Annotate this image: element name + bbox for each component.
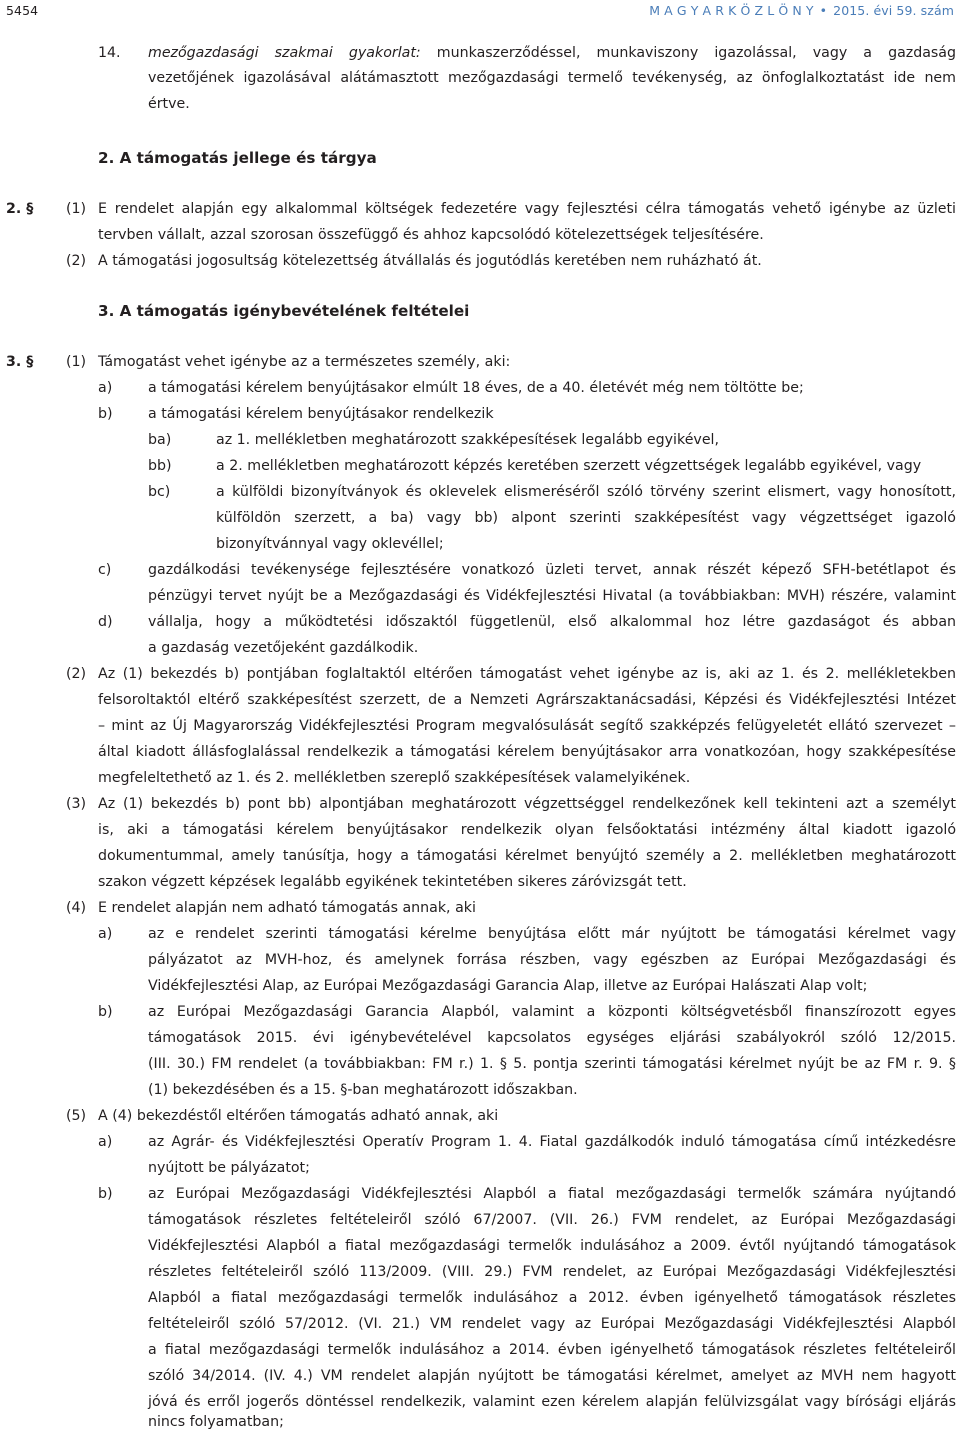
item-label: b) (98, 1004, 113, 1020)
section-number: 3. § (6, 354, 34, 370)
header-bullet: • (819, 3, 828, 18)
paragraph-line: A (4) bekezdéstől eltérően támogatás adható annak, aki (98, 1108, 499, 1124)
subitem-line: a külföldi bizonyítványok és oklevelek elismeréséről szóló törvény szerint elismert, vagy honosított, (216, 484, 956, 500)
item-line: támogatások részletes feltételeiről szóló 67/2007. (VII. 26.) FVM rendelet, az Európai Mezőgazdasági (148, 1212, 956, 1228)
item-line: Alapból a fiatal mezőgazdasági termelők indulásához a 2012. évben igényelhető támogatások részletes (148, 1290, 956, 1306)
item-line: Vidékfejlesztési Alapból a fiatal mezőgazdasági termelők indulásához a 2009. évtől nyújtandó támogatások (148, 1238, 956, 1254)
subitem-line: külföldön szerzett, a ba) vagy bb) alpont szerinti szakképesítést vagy végzettséget igazoló (216, 510, 956, 526)
paragraph-line: dokumentummal, amely tanúsítja, hogy a támogatási kérelmet benyújtó személy a 2. mellékletben meghatározott (98, 848, 956, 864)
paragraph-line: A támogatási jogosultság kötelezettség átvállalás és jogutódlás keretében nem ruházható át. (98, 253, 762, 269)
paragraph-line: – mint az Új Magyarország Vidékfejlesztési Program megvalósulását segítő szakképzés felügyeletét ellátó szervezet – (98, 718, 956, 734)
item-line: vállalja, hogy a működtetési időszaktól függetlenül, első alkalommal hoz létre gazdaságot és abban (148, 614, 956, 630)
paragraph-number: (3) (66, 796, 87, 812)
subitem-line: az 1. mellékletben meghatározott szakképesítések legalább egyikével, (216, 432, 720, 448)
item-line: az Európai Mezőgazdasági Garancia Alapból, valamint a központi költségvetésből finanszírozott egyes (148, 1004, 956, 1020)
item-line: támogatások 2015. évi igénybevételével kapcsolatos egységes eljárási szabályokról szóló 12/2015. (148, 1030, 956, 1046)
journal-title: M A G Y A R K Ö Z L Ö N Y (649, 3, 814, 18)
paragraph-line: megfeleltethető az 1. és 2. mellékletben szereplő szakképesítések valamelyikének. (98, 770, 691, 786)
item-line: a támogatási kérelem benyújtásakor rendelkezik (148, 406, 494, 422)
paragraph-line: Az (1) bekezdés b) pont bb) alpontjában meghatározott végzettséggel rendelkezőnek kell tekinteni azt a személyt (98, 796, 956, 812)
item-line: részletes feltételeiről szóló 113/2009. (VIII. 29.) FVM rendelet, az Európai Mezőgazdasági Vidékfejlesztési (148, 1264, 956, 1280)
paragraph-line: szakon végzett képzések legalább egyikének tekintetében sikeres záróvizsgát tett. (98, 874, 687, 890)
paragraph-line: által kiadott állásfoglalással rendelkezik a támogatási kérelem benyújtásakor arra vonatkozóan, hogy szakképesítése (98, 744, 956, 760)
item-label: d) (98, 614, 113, 630)
paragraph-line: Támogatást vehet igénybe az a természetes személy, aki: (98, 354, 511, 370)
item-line: jóvá és erről jogerős döntéssel rendelkezik, valamint ezen kérelem alapján felülvizsgálat vagy bírósági eljárás (148, 1394, 956, 1410)
item-line: pénzügyi tervet nyújt be a Mezőgazdasági és Vidékfejlesztési Hivatal (a továbbiakban: MVH) részére, valamint (148, 588, 956, 604)
item-line: szóló 34/2014. (IV. 4.) VM rendelet alapján nyújtott be támogatási kérelmet, amelyet az MVH nem hagyott (148, 1368, 956, 1384)
point-number: 14. (98, 45, 121, 61)
paragraph-line: Az (1) bekezdés b) pontjában foglaltaktól eltérően támogatást vehet igénybe az is, aki az 1. és 2. mellékletekben (98, 666, 956, 682)
item-line: gazdálkodási tevékenysége fejlesztésére vonatkozó üzleti tervet, annak részét képező SFH-betétlapot és (148, 562, 956, 578)
running-header (649, 3, 954, 18)
item-line: a támogatási kérelem benyújtásakor elmúlt 18 éves, de a 40. életévét még nem töltötte be; (148, 380, 804, 396)
paragraph-line: tervben vállalt, azzal szorosan összefüggő és ahhoz kapcsolódó kötelezettségek teljesítésére. (98, 227, 764, 243)
paragraph-number: (5) (66, 1108, 87, 1124)
subitem-label: ba) (148, 432, 172, 448)
item-line: (III. 30.) FM rendelet (a továbbiakban: FM r.) 1. § 5. pontja szerinti támogatási kérelmet nyújt be az FM r. 9. § (148, 1056, 956, 1072)
item-line: a fiatal mezőgazdasági termelők indulásához a 2014. évben igényelhető támogatások részletes feltételeiről (148, 1342, 956, 1358)
item-line: az Agrár- és Vidékfejlesztési Operatív Program 1. 4. Fiatal gazdálkodók induló támogatása című intézkedésre (148, 1134, 956, 1150)
paragraph-number: (2) (66, 666, 87, 682)
paragraph-line: E rendelet alapján nem adható támogatás annak, aki (98, 900, 476, 916)
definition-line: értve. (148, 96, 190, 112)
item-line: nincs folyamatban; (148, 1414, 284, 1430)
item-label: b) (98, 406, 113, 422)
definition-line: vezetőjének igazolásával alátámasztott mezőgazdasági termelő tevékenység, az önfoglalkoztatást ide nem (148, 70, 956, 86)
subitem-line: a 2. mellékletben meghatározott képzés keretében szerzett végzettségek legalább egyikével, vagy (216, 458, 922, 474)
paragraph-number: (1) (66, 354, 87, 370)
item-line: az e rendelet szerinti támogatási kérelme benyújtása előtt már nyújtott be támogatási kérelmet vagy (148, 926, 956, 942)
item-line: pályázatot az MVH-hoz, és amelynek forrása részben, vagy egészben az Európai Mezőgazdasági és (148, 952, 956, 968)
item-line: feltételeiről szóló 57/2012. (VI. 21.) VM rendelet vagy az Európai Mezőgazdasági Vidékfejlesztési Alapból (148, 1316, 956, 1332)
paragraph-line: is, aki a támogatási kérelem benyújtásakor rendelkezik olyan felsőoktatási intézmény által kiadott igazoló (98, 822, 956, 838)
section-heading: 2. A támogatás jellege és tárgya (98, 149, 377, 167)
paragraph-line: felsoroltaktól eltérő szakképesítést szerzett, de a Nemzeti Agrárszaktanácsadási, Képzési és Vidékfejlesztési Intézet (98, 692, 956, 708)
item-label: a) (98, 926, 113, 942)
item-line: nyújtott be pályázatot; (148, 1160, 310, 1176)
subitem-label: bb) (148, 458, 172, 474)
paragraph-number: (2) (66, 253, 87, 269)
paragraph-number: (1) (66, 201, 87, 217)
defined-term: mezőgazdasági szakmai gyakorlat: (148, 45, 421, 61)
item-label: a) (98, 380, 113, 396)
page-number: 5454 (6, 3, 39, 18)
subitem-line: bizonyítvánnyal vagy oklevéllel; (216, 536, 444, 552)
item-label: b) (98, 1186, 113, 1202)
item-label: c) (98, 562, 112, 578)
item-line: a gazdaság vezetőjeként gazdálkodik. (148, 640, 419, 656)
item-label: a) (98, 1134, 113, 1150)
issue-label: 2015. évi 59. szám (833, 3, 954, 18)
section-heading: 3. A támogatás igénybevételének feltételei (98, 302, 470, 320)
subitem-label: bc) (148, 484, 171, 500)
item-line: (1) bekezdésében és a 15. §-ban meghatározott időszakban. (148, 1082, 578, 1098)
item-line: az Európai Mezőgazdasági Vidékfejlesztési Alapból a fiatal mezőgazdasági termelők számára nyújtandó (148, 1186, 956, 1202)
definition-line: mezőgazdasági szakmai gyakorlat: munkaszerződéssel, munkaviszony igazolással, vagy a gazdaság (148, 45, 957, 61)
section-number: 2. § (6, 201, 34, 217)
paragraph-number: (4) (66, 900, 87, 916)
paragraph-line: E rendelet alapján egy alkalommal költségek fedezetére vagy fejlesztési célra támogatás vehető igénybe az üzleti (98, 201, 956, 217)
item-line: Vidékfejlesztési Alap, az Európai Mezőgazdasági Garancia Alap, illetve az Európai Halászati Alap volt; (148, 978, 868, 994)
